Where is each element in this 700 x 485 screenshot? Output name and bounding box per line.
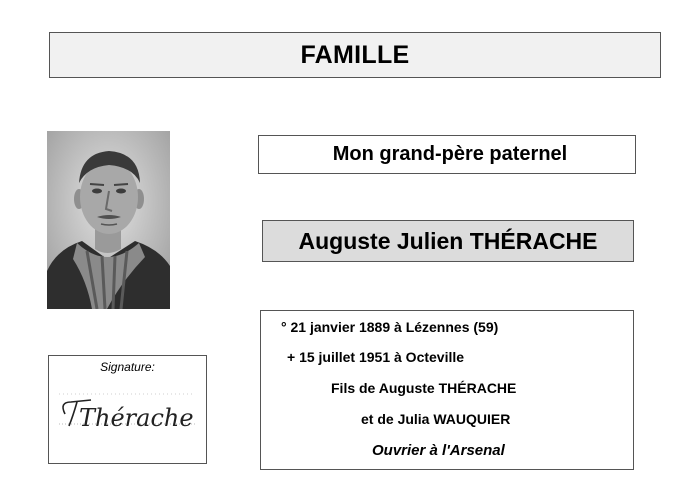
signature-box	[48, 355, 207, 464]
signature-label: Signature:	[100, 360, 155, 374]
name-box	[262, 220, 634, 262]
details-box	[260, 310, 634, 470]
occupation-line: Ouvrier à l'Arsenal	[372, 442, 505, 459]
father-line: Fils de Auguste THÉRACHE	[331, 380, 517, 396]
portrait-photo	[47, 131, 170, 309]
mother-line: et de Julia WAUQUIER	[361, 411, 511, 427]
relation-label: Mon grand-père paternel	[332, 143, 568, 165]
signature-handwriting: Thérache	[79, 404, 194, 432]
signature-image	[55, 380, 200, 450]
page-title: FAMILLE	[300, 40, 410, 69]
relation-box	[258, 135, 636, 174]
birth-line: ° 21 janvier 1889 à Lézennes (59)	[281, 319, 499, 335]
person-name: Auguste Julien THÉRACHE	[298, 227, 598, 254]
page-title-box	[49, 32, 661, 78]
death-line: + 15 juillet 1951 à Octeville	[287, 349, 465, 365]
portrait-image	[47, 131, 170, 309]
